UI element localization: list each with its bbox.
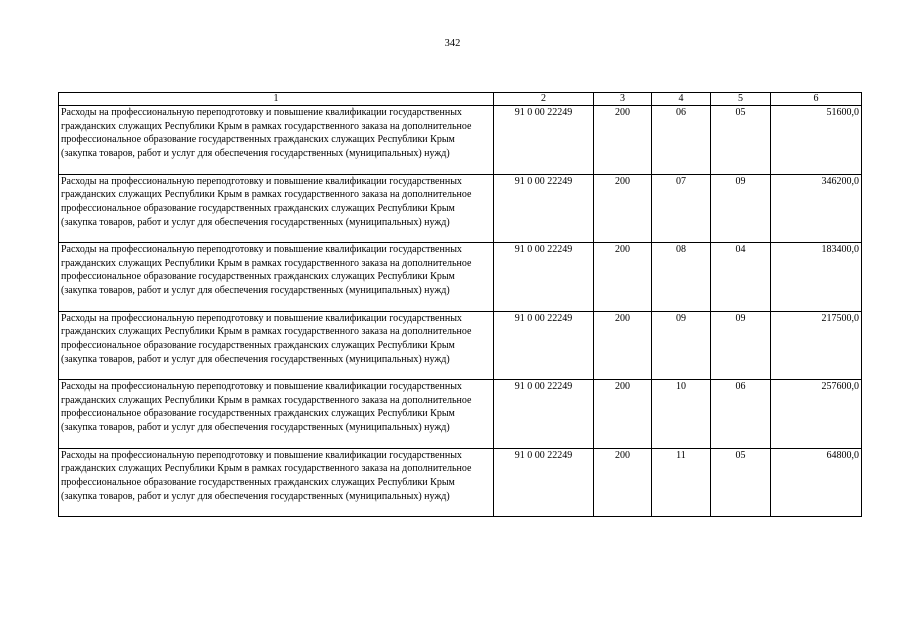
header-col-3: 3: [594, 93, 652, 106]
table-row: [59, 243, 862, 312]
row-amount: 217500,0: [771, 311, 862, 380]
row-subsection: 09: [711, 174, 771, 243]
row-target-code: 91 0 00 22249: [494, 311, 594, 380]
row-expense-type: 200: [594, 106, 652, 175]
row-description: Расходы на профессиональную переподготовку и повышение квалификации государственных гражданских служащих Республики Крым в рамках государственного заказа на дополнительное профессиональное образование государственных гражданских служащих Республики Крым (закупка товаров, работ и услуг для обеспечения государственных (муниципальных) нужд): [59, 448, 494, 517]
row-section: 11: [652, 448, 711, 517]
row-target-code: 91 0 00 22249: [494, 106, 594, 175]
row-amount: 346200,0: [771, 174, 862, 243]
header-col-6: 6: [771, 93, 862, 106]
row-target-code: 91 0 00 22249: [494, 174, 594, 243]
row-section: 10: [652, 380, 711, 449]
row-amount: 51600,0: [771, 106, 862, 175]
table-row: [59, 174, 862, 243]
table-row: [59, 448, 862, 517]
row-subsection: 04: [711, 243, 771, 312]
row-subsection: 09: [711, 311, 771, 380]
table-row: [59, 380, 862, 449]
row-expense-type: 200: [594, 174, 652, 243]
table-row: [59, 311, 862, 380]
row-description: Расходы на профессиональную переподготовку и повышение квалификации государственных гражданских служащих Республики Крым в рамках государственного заказа на дополнительное профессиональное образование государственных гражданских служащих Республики Крым (закупка товаров, работ и услуг для обеспечения государственных (муниципальных) нужд): [59, 106, 494, 175]
budget-table: [58, 92, 862, 517]
row-section: 09: [652, 311, 711, 380]
page-number: 342: [444, 38, 461, 49]
header-col-1: 1: [59, 93, 494, 106]
row-expense-type: 200: [594, 311, 652, 380]
header-col-4: 4: [652, 93, 711, 106]
row-target-code: 91 0 00 22249: [494, 243, 594, 312]
row-amount: 64800,0: [771, 448, 862, 517]
row-description: Расходы на профессиональную переподготовку и повышение квалификации государственных гражданских служащих Республики Крым в рамках государственного заказа на дополнительное профессиональное образование государственных гражданских служащих Республики Крым (закупка товаров, работ и услуг для обеспечения государственных (муниципальных) нужд): [59, 243, 494, 312]
row-section: 08: [652, 243, 711, 312]
row-description: Расходы на профессиональную переподготовку и повышение квалификации государственных гражданских служащих Республики Крым в рамках государственного заказа на дополнительное профессиональное образование государственных гражданских служащих Республики Крым (закупка товаров, работ и услуг для обеспечения государственных (муниципальных) нужд): [59, 311, 494, 380]
row-section: 07: [652, 174, 711, 243]
row-target-code: 91 0 00 22249: [494, 448, 594, 517]
row-expense-type: 200: [594, 380, 652, 449]
row-subsection: 05: [711, 106, 771, 175]
row-description: Расходы на профессиональную переподготовку и повышение квалификации государственных гражданских служащих Республики Крым в рамках государственного заказа на дополнительное профессиональное образование государственных гражданских служащих Республики Крым (закупка товаров, работ и услуг для обеспечения государственных (муниципальных) нужд): [59, 380, 494, 449]
row-amount: 183400,0: [771, 243, 862, 312]
header-col-5: 5: [711, 93, 771, 106]
header-col-2: 2: [494, 93, 594, 106]
row-description: Расходы на профессиональную переподготовку и повышение квалификации государственных гражданских служащих Республики Крым в рамках государственного заказа на дополнительное профессиональное образование государственных гражданских служащих Республики Крым (закупка товаров, работ и услуг для обеспечения государственных (муниципальных) нужд): [59, 174, 494, 243]
row-expense-type: 200: [594, 448, 652, 517]
row-expense-type: 200: [594, 243, 652, 312]
row-subsection: 06: [711, 380, 771, 449]
row-subsection: 05: [711, 448, 771, 517]
row-section: 06: [652, 106, 711, 175]
table-header-row: [59, 93, 862, 106]
row-target-code: 91 0 00 22249: [494, 380, 594, 449]
row-amount: 257600,0: [771, 380, 862, 449]
table-row: [59, 106, 862, 175]
